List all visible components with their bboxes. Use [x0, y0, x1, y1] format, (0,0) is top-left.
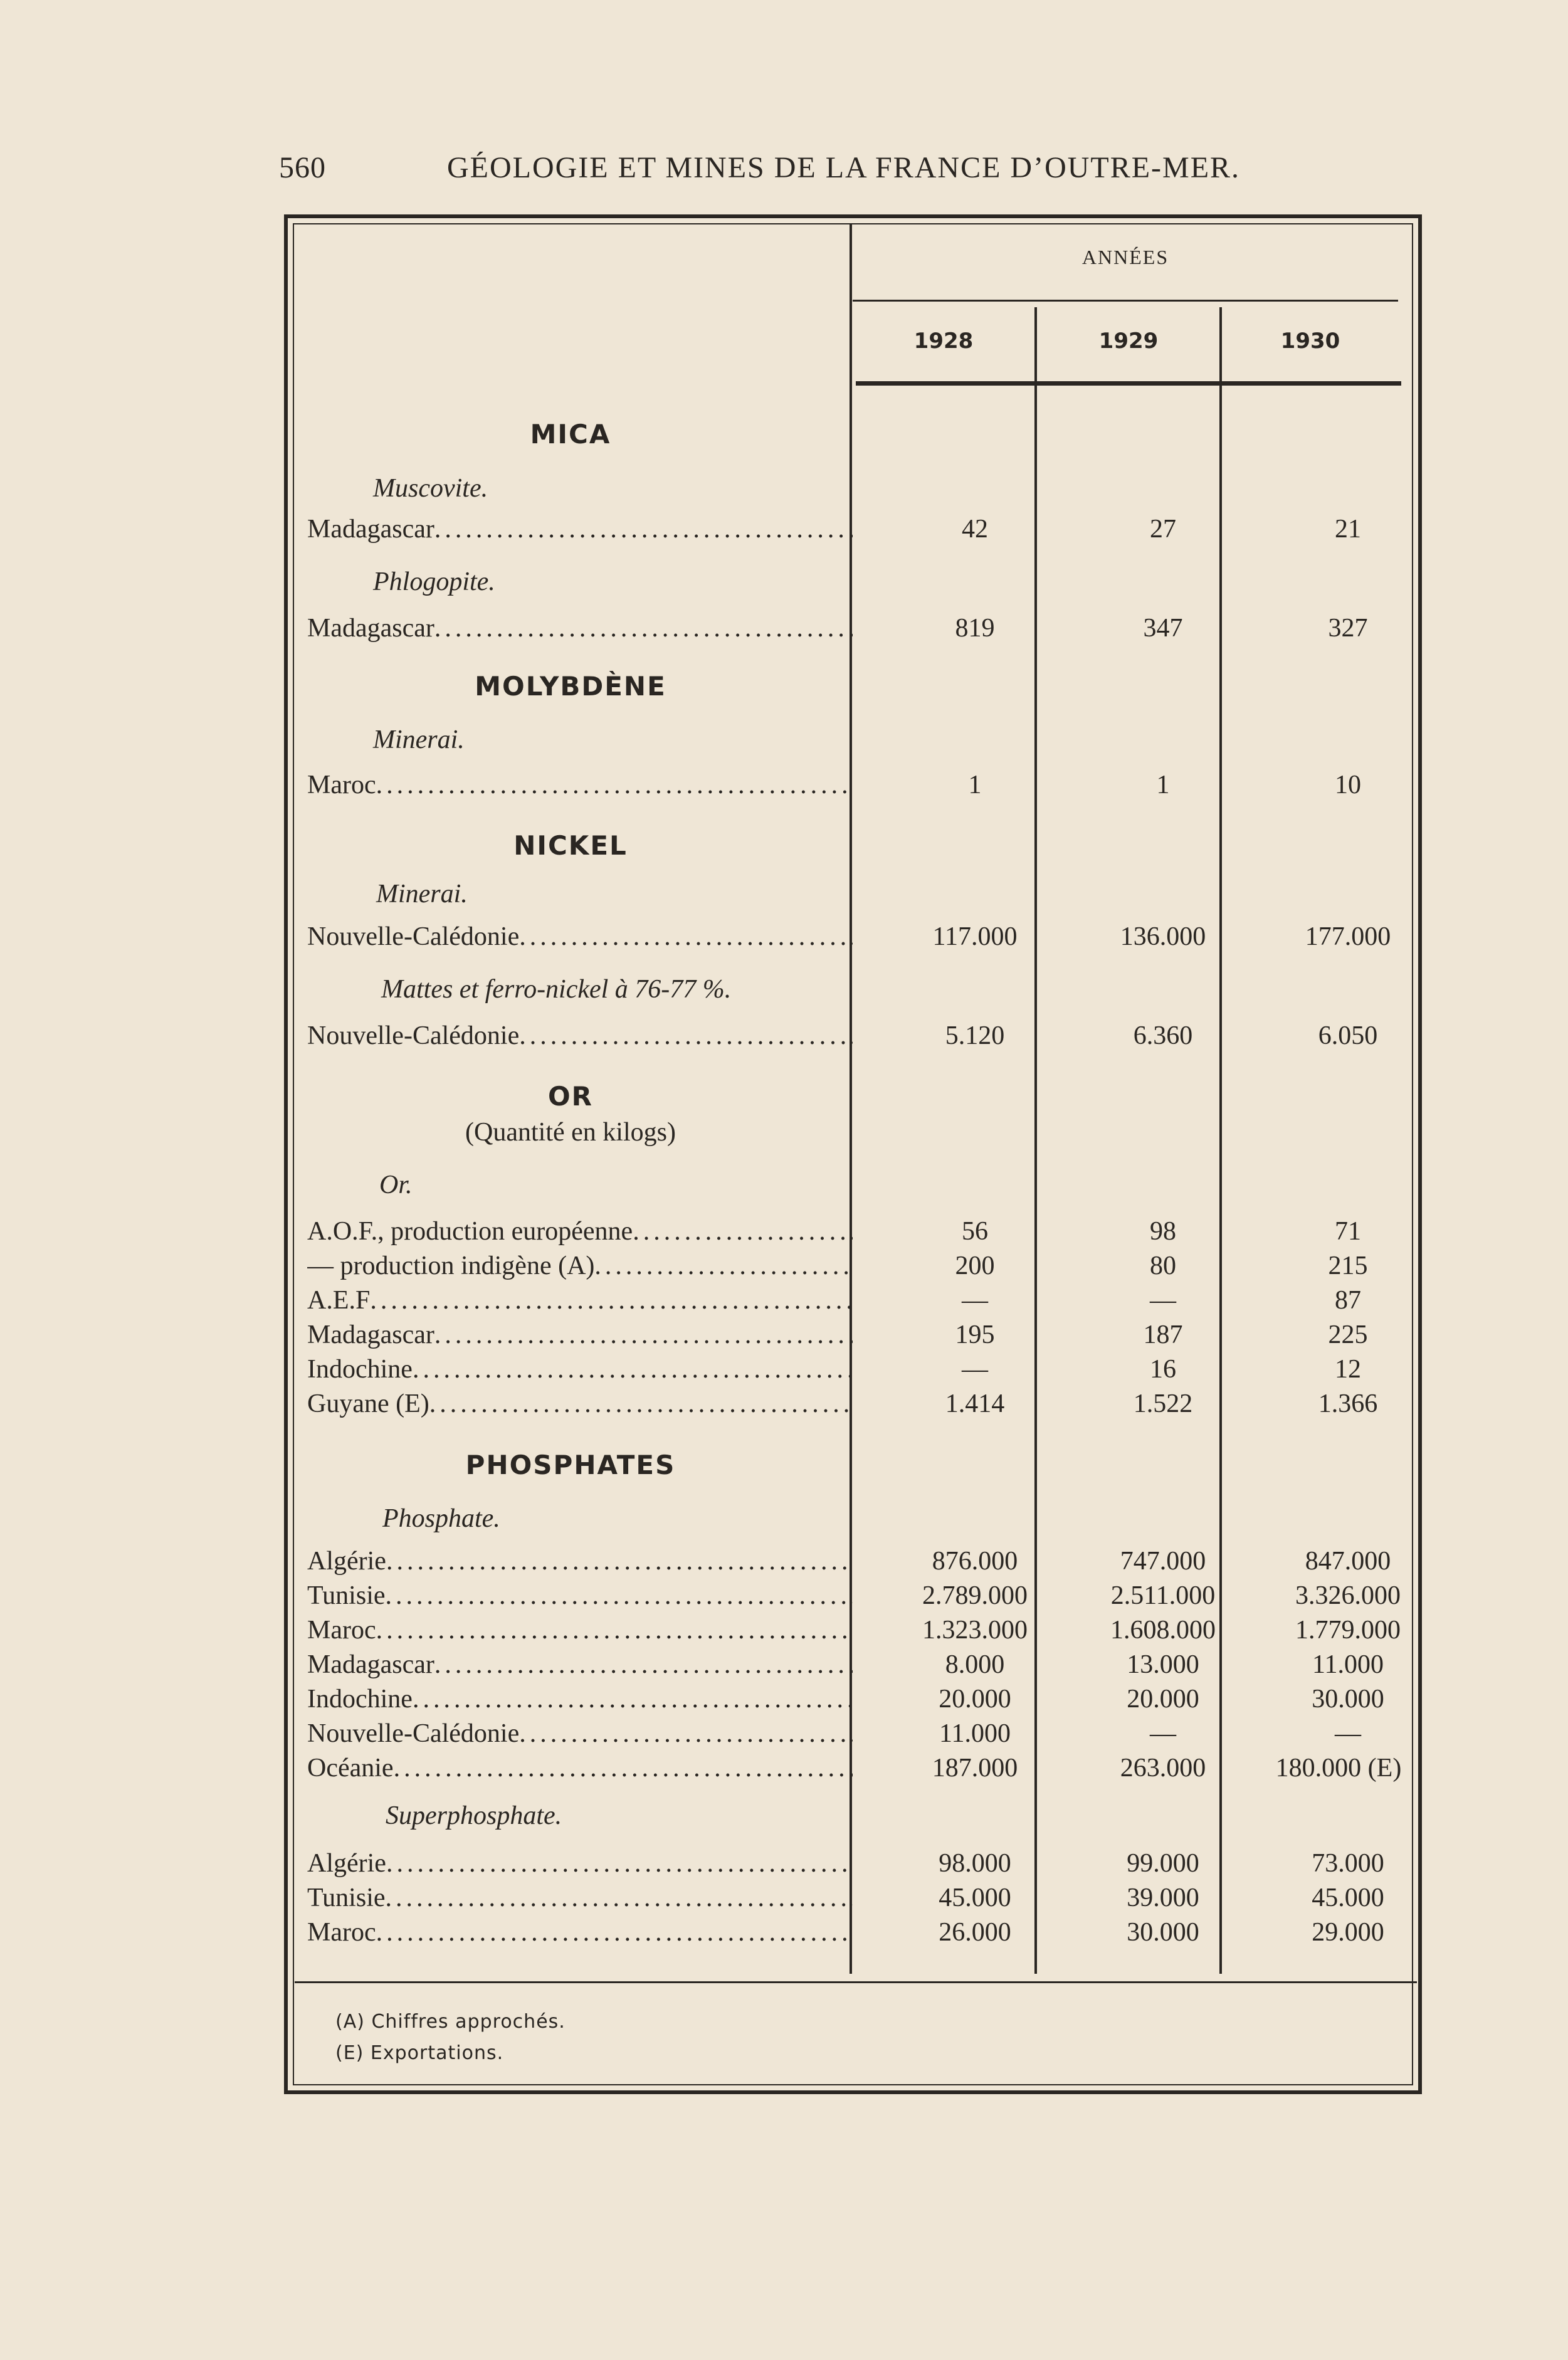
subheading-minerai: Minerai. — [376, 880, 468, 909]
subheading-phosphate: Phosphate. — [382, 1504, 500, 1533]
footnotes — [335, 2006, 566, 2069]
table-row: Indochine ..... — 16 12 — [307, 1354, 1561, 1387]
table-bottom-rule — [295, 1981, 1417, 1983]
table-row: Indochine ..... 20.000 20.000 30.000 — [307, 1684, 1561, 1717]
subheading-minerai: Minerai. — [373, 725, 465, 754]
table-row: Maroc ..... 1.323.000 1.608.000 1.779.000 — [307, 1615, 1561, 1648]
table-row: Madagascar ..... 819 347 327 — [307, 613, 1561, 646]
subheading-or: Or. — [379, 1171, 413, 1199]
table-row: Nouvelle-Calédonie ..... 117.000 136.000 177.000 — [307, 922, 1561, 954]
table-row: Nouvelle-Calédonie ..... 5.120 6.360 6.050 — [307, 1021, 1561, 1053]
table-row: Maroc ..... 26.000 30.000 29.000 — [307, 1917, 1561, 1950]
subheading-mattes: Mattes et ferro-nickel à 76-77 %. — [381, 975, 732, 1004]
table-row: — production indigène (A) ..... 200 80 215 — [307, 1251, 1561, 1283]
table-row: Algérie ..... 98.000 99.000 73.000 — [307, 1848, 1561, 1881]
table-row: Madagascar ..... 8.000 13.000 11.000 — [307, 1650, 1561, 1682]
subheading-superphosphate: Superphosphate. — [386, 1801, 562, 1830]
annees-rule — [853, 300, 1398, 302]
running-head — [279, 150, 1282, 194]
footnote-e: (E) Exportations. — [335, 2042, 504, 2064]
years-group-header: ANNÉES — [1081, 246, 1169, 268]
header-bottom-rule — [856, 381, 1401, 386]
section-nickel: NICKEL — [513, 830, 628, 861]
section-molybdene: MOLYBDÈNE — [475, 671, 666, 702]
table-row: Océanie ..... 187.000 263.000 180.000 (E) — [307, 1753, 1561, 1786]
year-1930-header: 1930 — [1280, 329, 1340, 354]
table-row: A.E.F ..... — — 87 — [307, 1285, 1561, 1318]
year-1928-header: 1928 — [913, 329, 974, 354]
section-phosphates: PHOSPHATES — [465, 1450, 676, 1480]
table-row: Tunisie ..... 45.000 39.000 45.000 — [307, 1883, 1561, 1915]
subheading-muscovite: Muscovite. — [373, 474, 488, 503]
table-row: Algérie ..... 876.000 747.000 847.000 — [307, 1546, 1561, 1579]
table-row: Guyane (E) ..... 1.414 1.522 1.366 — [307, 1389, 1561, 1421]
section-or: OR — [547, 1081, 594, 1112]
table-row: Madagascar ..... 42 27 21 — [307, 514, 1561, 547]
page-number: 560 — [279, 151, 326, 184]
unit-note: (Quantité en kilogs) — [465, 1118, 676, 1147]
year-1929-header: 1929 — [1098, 329, 1159, 354]
subheading-phlogopite: Phlogopite. — [373, 567, 495, 596]
page-title: GÉOLOGIE ET MINES DE LA FRANCE D’OUTRE-MER. — [447, 151, 1241, 184]
footnote-a: (A) Chiffres approchés. — [335, 2011, 566, 2033]
table-row: Nouvelle-Calédonie ..... 11.000 — — — [307, 1719, 1561, 1751]
table-row: Madagascar ..... 195 187 225 — [307, 1320, 1561, 1352]
table-row: A.O.F., production européenne ..... 56 98 71 — [307, 1216, 1561, 1249]
table-row: Maroc ..... 1 1 10 — [307, 770, 1561, 803]
section-mica: MICA — [530, 419, 611, 450]
table-row: Tunisie ..... 2.789.000 2.511.000 3.326.000 — [307, 1581, 1561, 1613]
